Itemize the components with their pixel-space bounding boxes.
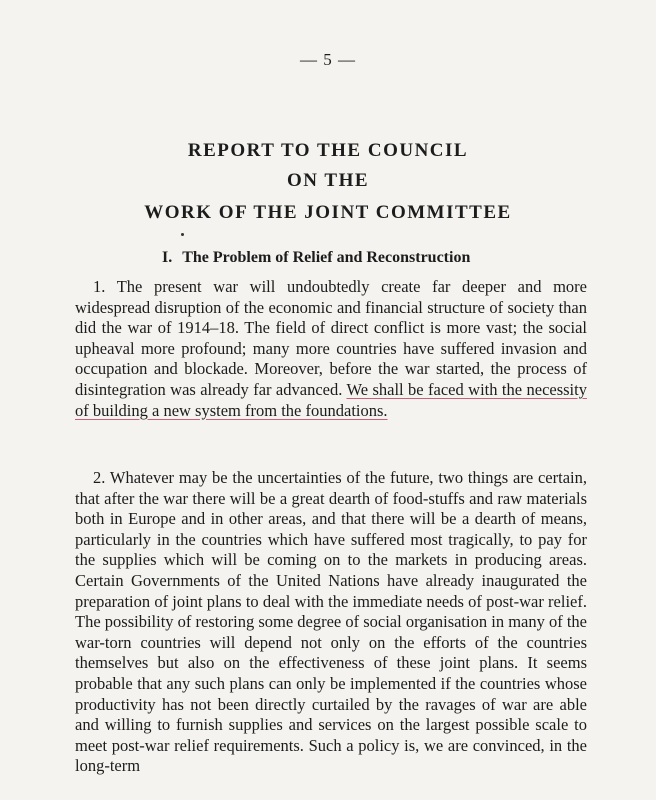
paragraph-2: 2. Whatever may be the uncertainties of the future, two things are certain, that after the war there will be a great dearth of food-stuffs and raw materials both in Europe and in other areas, and that there will be a dearth of means, particularly in the countries which have suffered most tragically, to pay for the supplies which will be coming on to the markets in producing areas. Certain Governments of the United Nations have already inaugurated the preparation of joint plans to deal with the immediate needs of post-war relief. The possibility of restoring some degree of social organisation in many of the war-torn countries will depend not only on the efforts of the countries themselves but also on the effectiveness of these joint plans. It seems probable that any such plans can only be implemented if the countries whose productivity has not been directly curtailed by the ravages of war are able and willing to furnish supplies and services on the largest possible scale to meet post-war relief requirements. Such a policy is, we are convinced, in the long-term bbox=[75, 468, 587, 776]
section-heading-text: The Problem of Relief and Reconstruction bbox=[182, 249, 471, 266]
paragraph-1 bbox=[75, 277, 587, 421]
page-number: — 5 — bbox=[300, 50, 356, 69]
report-title-line-1: REPORT TO THE COUNCIL bbox=[187, 140, 469, 161]
paragraph-1-text: 1. The present war will undoubtedly create far deeper and more widespread disruption of the economic and financial structure of society than did the war of 1914–18. The field of direct conflict is more vast; the social upheaval more profound; many more countries have suffered invasion and occupation and blockade. Moreover, before the war started, the process of disintegration was already far advanced. bbox=[75, 277, 587, 399]
report-title-line-2: ON THE bbox=[286, 170, 370, 191]
paragraph-1-underlined-text: We shall be faced with the necessity of building a new system from the foundations. bbox=[75, 379, 587, 420]
report-title-line-3: WORK OF THE JOINT COMMITTEE bbox=[144, 202, 512, 223]
section-heading bbox=[162, 249, 470, 267]
ink-speck bbox=[181, 233, 184, 236]
section-number: I. bbox=[162, 249, 173, 266]
